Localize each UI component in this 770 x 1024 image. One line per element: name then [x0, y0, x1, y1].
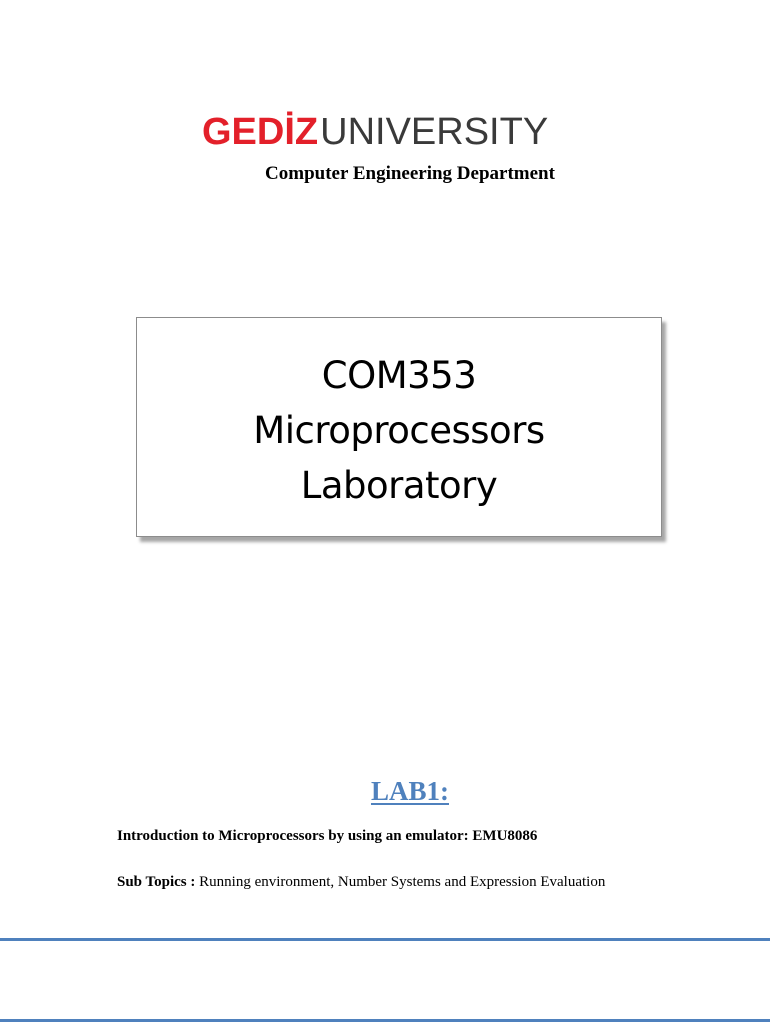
course-title-box [136, 317, 662, 537]
gediz-university-logo [200, 108, 620, 152]
course-code: COM353 [321, 354, 477, 397]
course-name-line1: Microprocessors [253, 409, 545, 452]
divider-line-bottom [0, 1019, 770, 1022]
department-name: Computer Engineering Department [265, 163, 555, 184]
lab-heading: LAB1: [370, 776, 449, 806]
lab-subtopics [117, 872, 605, 892]
course-name-line2: Laboratory [300, 464, 498, 507]
logo-text-dark: UNIVERSITY [320, 111, 549, 152]
subtopics-label: Sub Topics : [117, 874, 196, 890]
lab-intro: Introduction to Microprocessors by using an emulator: EMU8086 [117, 828, 538, 844]
divider-line [0, 938, 770, 941]
subtopics-text: Running environment, Number Systems and Expression Evaluation [199, 874, 606, 890]
logo-text-red: GEDİZ [202, 111, 319, 152]
